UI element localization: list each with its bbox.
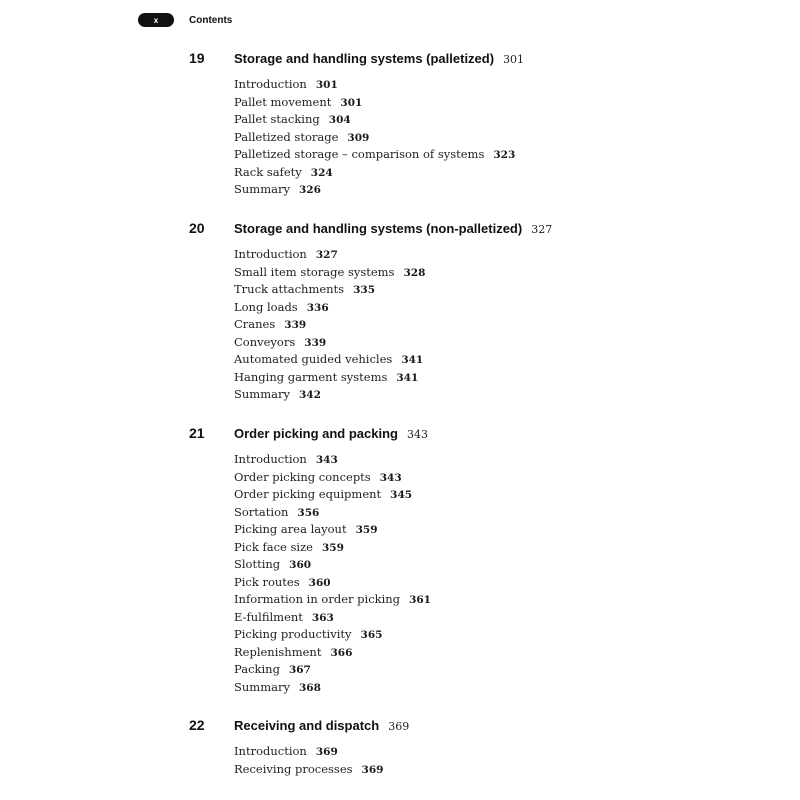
entry-label: Picking productivity	[234, 627, 352, 641]
entry-label: Packing	[234, 662, 280, 676]
entry-label: Summary	[234, 679, 290, 694]
entry-label: Automated guided vehicles	[234, 352, 393, 366]
chapter-title: Order picking and packing	[234, 426, 398, 441]
entry-page: 339	[284, 319, 307, 331]
toc-entry[interactable]	[234, 644, 431, 662]
toc-entry[interactable]	[234, 469, 431, 487]
entry-page: 360	[308, 576, 331, 589]
toc-entry[interactable]	[234, 146, 515, 164]
toc-entry[interactable]	[234, 369, 425, 387]
entry-page: 345	[390, 489, 413, 501]
entry-label: Order picking concepts	[234, 469, 371, 484]
entry-page: 368	[298, 681, 321, 694]
toc-entry[interactable]	[234, 94, 515, 112]
entry-label: Slotting	[234, 557, 281, 571]
entry-page: 359	[355, 524, 378, 536]
entry-label: Small item storage systems	[234, 264, 395, 279]
toc-entry[interactable]	[234, 316, 425, 334]
toc-entry[interactable]	[234, 111, 515, 129]
chapter-title: Receiving and dispatch	[234, 718, 380, 733]
entry-page: 359	[321, 541, 344, 554]
entry-label: Summary	[234, 182, 290, 196]
chapter-page: 369	[388, 720, 410, 733]
entry-page: 301	[340, 96, 363, 109]
entry-page: 341	[401, 354, 424, 366]
entry-label: Pick routes	[234, 574, 300, 589]
entry-page: 301	[315, 79, 338, 91]
entry-page: 369	[361, 763, 384, 776]
toc-entry[interactable]	[234, 181, 515, 199]
entry-label: Introduction	[234, 247, 307, 261]
section-list	[234, 451, 431, 696]
entry-label: Introduction	[234, 744, 307, 758]
entry-page: 365	[360, 629, 383, 641]
entry-label: Picking area layout	[234, 522, 347, 536]
entry-label: Introduction	[234, 77, 307, 91]
entry-page: 367	[288, 664, 311, 676]
toc-entry[interactable]	[234, 591, 431, 609]
entry-page: 343	[379, 471, 402, 484]
toc-entry[interactable]	[234, 334, 425, 352]
chapter-title-line	[234, 718, 409, 733]
entry-label: Cranes	[234, 317, 276, 331]
toc-entry[interactable]	[234, 351, 425, 369]
entry-page: 335	[353, 284, 376, 296]
chapter-heading[interactable]	[0, 717, 800, 735]
toc-entry[interactable]	[234, 556, 431, 574]
toc-entry[interactable]	[234, 486, 431, 504]
toc-entry[interactable]	[234, 761, 383, 779]
toc-entry[interactable]	[234, 609, 431, 627]
toc-entry[interactable]	[234, 661, 431, 679]
chapter-title-line	[234, 221, 552, 236]
chapter-number: 19	[189, 50, 205, 66]
entry-label: Sortation	[234, 504, 289, 519]
entry-label: Rack safety	[234, 164, 302, 179]
entry-page: 343	[315, 454, 338, 466]
entry-label: Pallet movement	[234, 94, 332, 109]
entry-page: 363	[311, 611, 334, 624]
toc-entry[interactable]	[234, 743, 383, 761]
entry-page: 336	[306, 301, 329, 314]
chapter-title: Storage and handling systems (palletized)	[234, 51, 495, 66]
section-list	[234, 246, 425, 404]
chapter-20	[0, 220, 800, 401]
page-number-badge: x	[138, 13, 174, 27]
toc-entry[interactable]	[234, 246, 425, 264]
toc-entry[interactable]	[234, 574, 431, 592]
chapter-number: 22	[189, 717, 205, 733]
entry-label: Summary	[234, 387, 290, 401]
chapter-number: 20	[189, 220, 205, 236]
toc-entry[interactable]	[234, 264, 425, 282]
toc-entry[interactable]	[234, 164, 515, 182]
chapter-21	[0, 425, 800, 694]
chapter-22	[0, 717, 800, 776]
running-header-title: Contents	[189, 14, 233, 26]
entry-label: Long loads	[234, 299, 298, 314]
toc-entry[interactable]	[234, 539, 431, 557]
entry-page: 304	[328, 114, 351, 126]
page-header	[138, 12, 232, 28]
entry-label: Replenishment	[234, 644, 322, 659]
entry-page: 323	[493, 149, 516, 161]
entry-label: Pallet stacking	[234, 112, 320, 126]
toc-entry[interactable]	[234, 626, 431, 644]
entry-label: Receiving processes	[234, 761, 353, 776]
entry-label: Palletized storage	[234, 129, 339, 144]
entry-label: Pick face size	[234, 539, 313, 554]
entry-page: 360	[289, 559, 312, 571]
chapter-title: Storage and handling systems (non-palletized)	[234, 221, 523, 236]
toc-entry[interactable]	[234, 451, 431, 469]
toc-entry[interactable]	[234, 281, 425, 299]
chapter-title-line	[234, 426, 428, 441]
entry-page: 327	[315, 249, 338, 261]
toc-entry[interactable]	[234, 504, 431, 522]
toc-entry[interactable]	[234, 76, 515, 94]
chapter-heading[interactable]	[0, 50, 800, 68]
entry-label: Palletized storage – comparison of systems	[234, 147, 485, 161]
entry-page: 366	[330, 646, 353, 659]
entry-label: Hanging garment systems	[234, 369, 388, 384]
chapter-number: 21	[189, 425, 205, 441]
toc-entry[interactable]	[234, 521, 431, 539]
chapter-page: 343	[406, 428, 428, 441]
toc-entry[interactable]	[234, 299, 425, 317]
entry-label: Order picking equipment	[234, 487, 382, 501]
toc-entry[interactable]	[234, 679, 431, 697]
chapter-page: 301	[503, 53, 525, 66]
entry-page: 324	[310, 166, 333, 179]
section-list	[234, 743, 383, 778]
toc-entry[interactable]	[234, 129, 515, 147]
toc-entry[interactable]	[234, 386, 425, 404]
entry-page: 341	[396, 371, 419, 384]
entry-page: 361	[409, 594, 431, 606]
entry-label: Introduction	[234, 452, 307, 466]
entry-page: 342	[298, 389, 321, 401]
entry-label: E-fulfilment	[234, 609, 303, 624]
chapter-heading[interactable]	[0, 220, 800, 238]
chapter-19	[0, 50, 800, 196]
entry-page: 356	[297, 506, 320, 519]
entry-page: 339	[304, 336, 327, 349]
chapter-heading[interactable]	[0, 425, 800, 443]
entry-page: 328	[403, 266, 426, 279]
chapter-page: 327	[531, 223, 553, 236]
entry-label: Information in order picking	[234, 592, 401, 606]
entry-label: Truck attachments	[234, 282, 345, 296]
entry-page: 309	[347, 131, 370, 144]
entry-page: 369	[315, 746, 338, 758]
section-list	[234, 76, 515, 199]
entry-label: Conveyors	[234, 334, 296, 349]
entry-page: 326	[298, 184, 321, 196]
chapter-title-line	[234, 51, 524, 66]
